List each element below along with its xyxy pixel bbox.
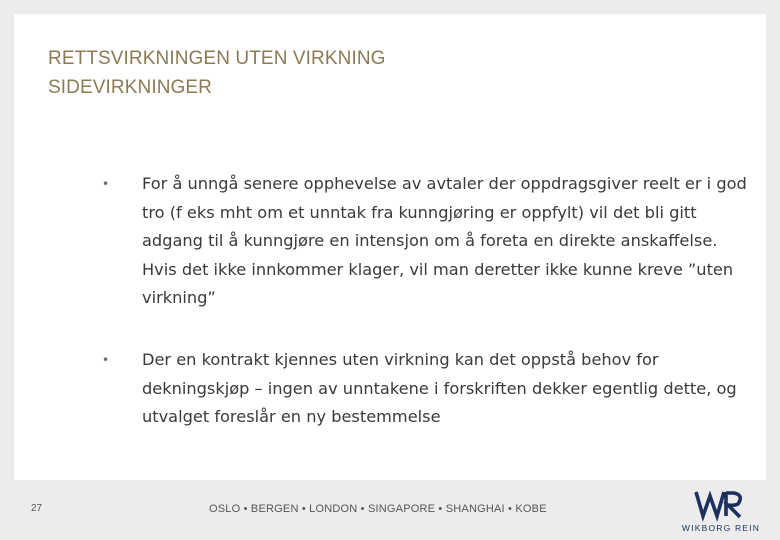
bullet-item	[102, 346, 752, 432]
bullet-marker: •	[102, 177, 110, 191]
page-number: 27	[31, 503, 43, 514]
bullet-list	[102, 170, 752, 432]
office-locations: OSLO • BERGEN • LONDON • SINGAPORE • SHANGHAI • KOBE	[209, 503, 547, 515]
slide-title	[48, 44, 386, 102]
logo-monogram-icon	[676, 486, 766, 522]
wikborg-rein-logo	[676, 486, 766, 534]
logo-wordmark: WIKBORG REIN	[681, 523, 761, 533]
title-line-1: RETTSVIRKNINGEN UTEN VIRKNING	[48, 48, 386, 69]
bullet-text: For å unngå senere opphevelse av avtaler der oppdragsgiver reelt er i god tro (f eks mht om et unntak fra kunngjøring er oppfylt) vil det bli gitt adgang til å kunngjøre en intensjon om å foreta en direkte anskaffelse. Hvis det ikke innkommer klager, vil man deretter ikke kunne kreve ”uten virkning”	[142, 174, 747, 308]
bullet-marker: •	[102, 352, 110, 367]
bullet-item	[102, 170, 752, 313]
title-line-2: SIDEVIRKNINGER	[48, 77, 212, 98]
bullet-text: Der en kontrakt kjennes uten virkning kan det oppstå behov for dekningskjøp – ingen av unntakene i forskriften dekker egentlig dette, og utvalget foreslår en ny bestemmelse	[142, 349, 737, 427]
